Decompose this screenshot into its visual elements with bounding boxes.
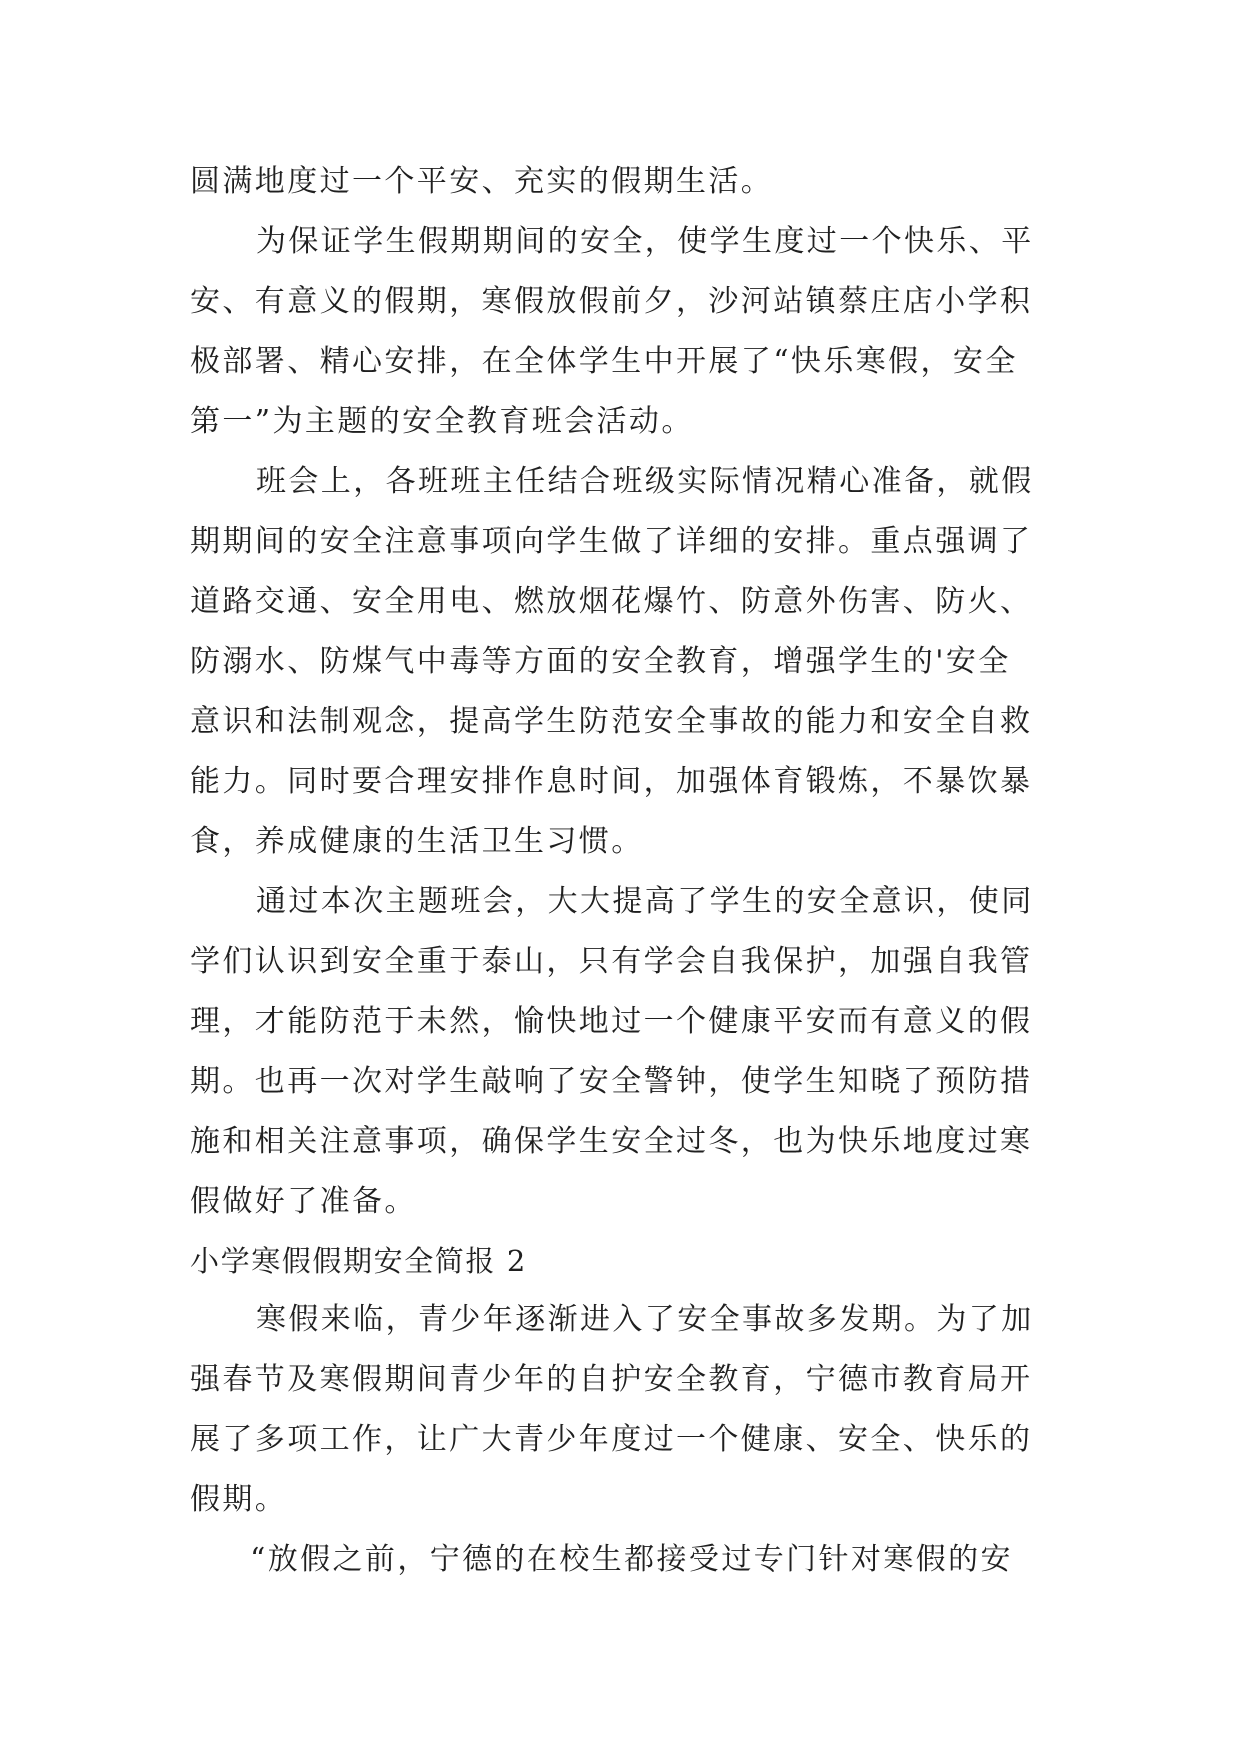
paragraph-line: 班会上，各班班主任结合班级实际情况精心准备，就假 [256,464,1034,499]
paragraph-line: 强春节及寒假期间青少年的自护安全教育，宁德市教育局开 [190,1362,1033,1397]
paragraph-line: 展了多项工作，让广大青少年度过一个健康、安全、快乐的 [190,1422,1033,1457]
paragraph-line: 期期间的安全注意事项向学生做了详细的安排。重点强调了 [190,524,1033,559]
paragraph-line: 防溺水、防煤气中毒等方面的安全教育，增强学生的'安全 [190,644,1011,679]
paragraph-line: 假期。 [190,1482,288,1517]
section-heading: 小学寒假假期安全简报 2 [190,1244,527,1278]
paragraph-line: 安、有意义的假期，寒假放假前夕，沙河站镇蔡庄店小学积 [190,284,1033,319]
document-body [190,152,1060,1590]
paragraph-line: 食，养成健康的生活卫生习惯。 [190,824,644,859]
paragraph-line: 第一”为主题的安全教育班会活动。 [190,404,694,439]
paragraph-line: 能力。同时要合理安排作息时间，加强体育锻炼，不暴饮暴 [190,764,1033,799]
paragraph-line: 假做好了准备。 [190,1184,417,1219]
paragraph-line: 道路交通、安全用电、燃放烟花爆竹、防意外伤害、防火、 [190,584,1033,619]
paragraph-line: 为保证学生假期期间的安全，使学生度过一个快乐、平 [256,224,1034,259]
paragraph-line: 意识和法制观念，提高学生防范安全事故的能力和安全自救 [190,704,1033,739]
paragraph-line: 寒假来临，青少年逐渐进入了安全事故多发期。为了加 [256,1302,1034,1337]
paragraph-line: 理，才能防范于未然，愉快地过一个健康平安而有意义的假 [190,1004,1033,1039]
paragraph-line: “放假之前，宁德的在校生都接受过专门针对寒假的安 [250,1542,1013,1577]
paragraph-line: 极部署、精心安排，在全体学生中开展了“快乐寒假，安全 [190,344,1018,379]
paragraph-line: 圆满地度过一个平安、充实的假期生活。 [190,164,774,199]
paragraph-line: 期。也再一次对学生敲响了安全警钟，使学生知晓了预防措 [190,1064,1033,1099]
paragraph-line: 施和相关注意事项，确保学生安全过冬，也为快乐地度过寒 [190,1124,1033,1159]
paragraph-line: 通过本次主题班会，大大提高了学生的安全意识，使同 [256,884,1034,919]
paragraph-line: 学们认识到安全重于泰山，只有学会自我保护，加强自我管 [190,944,1033,979]
